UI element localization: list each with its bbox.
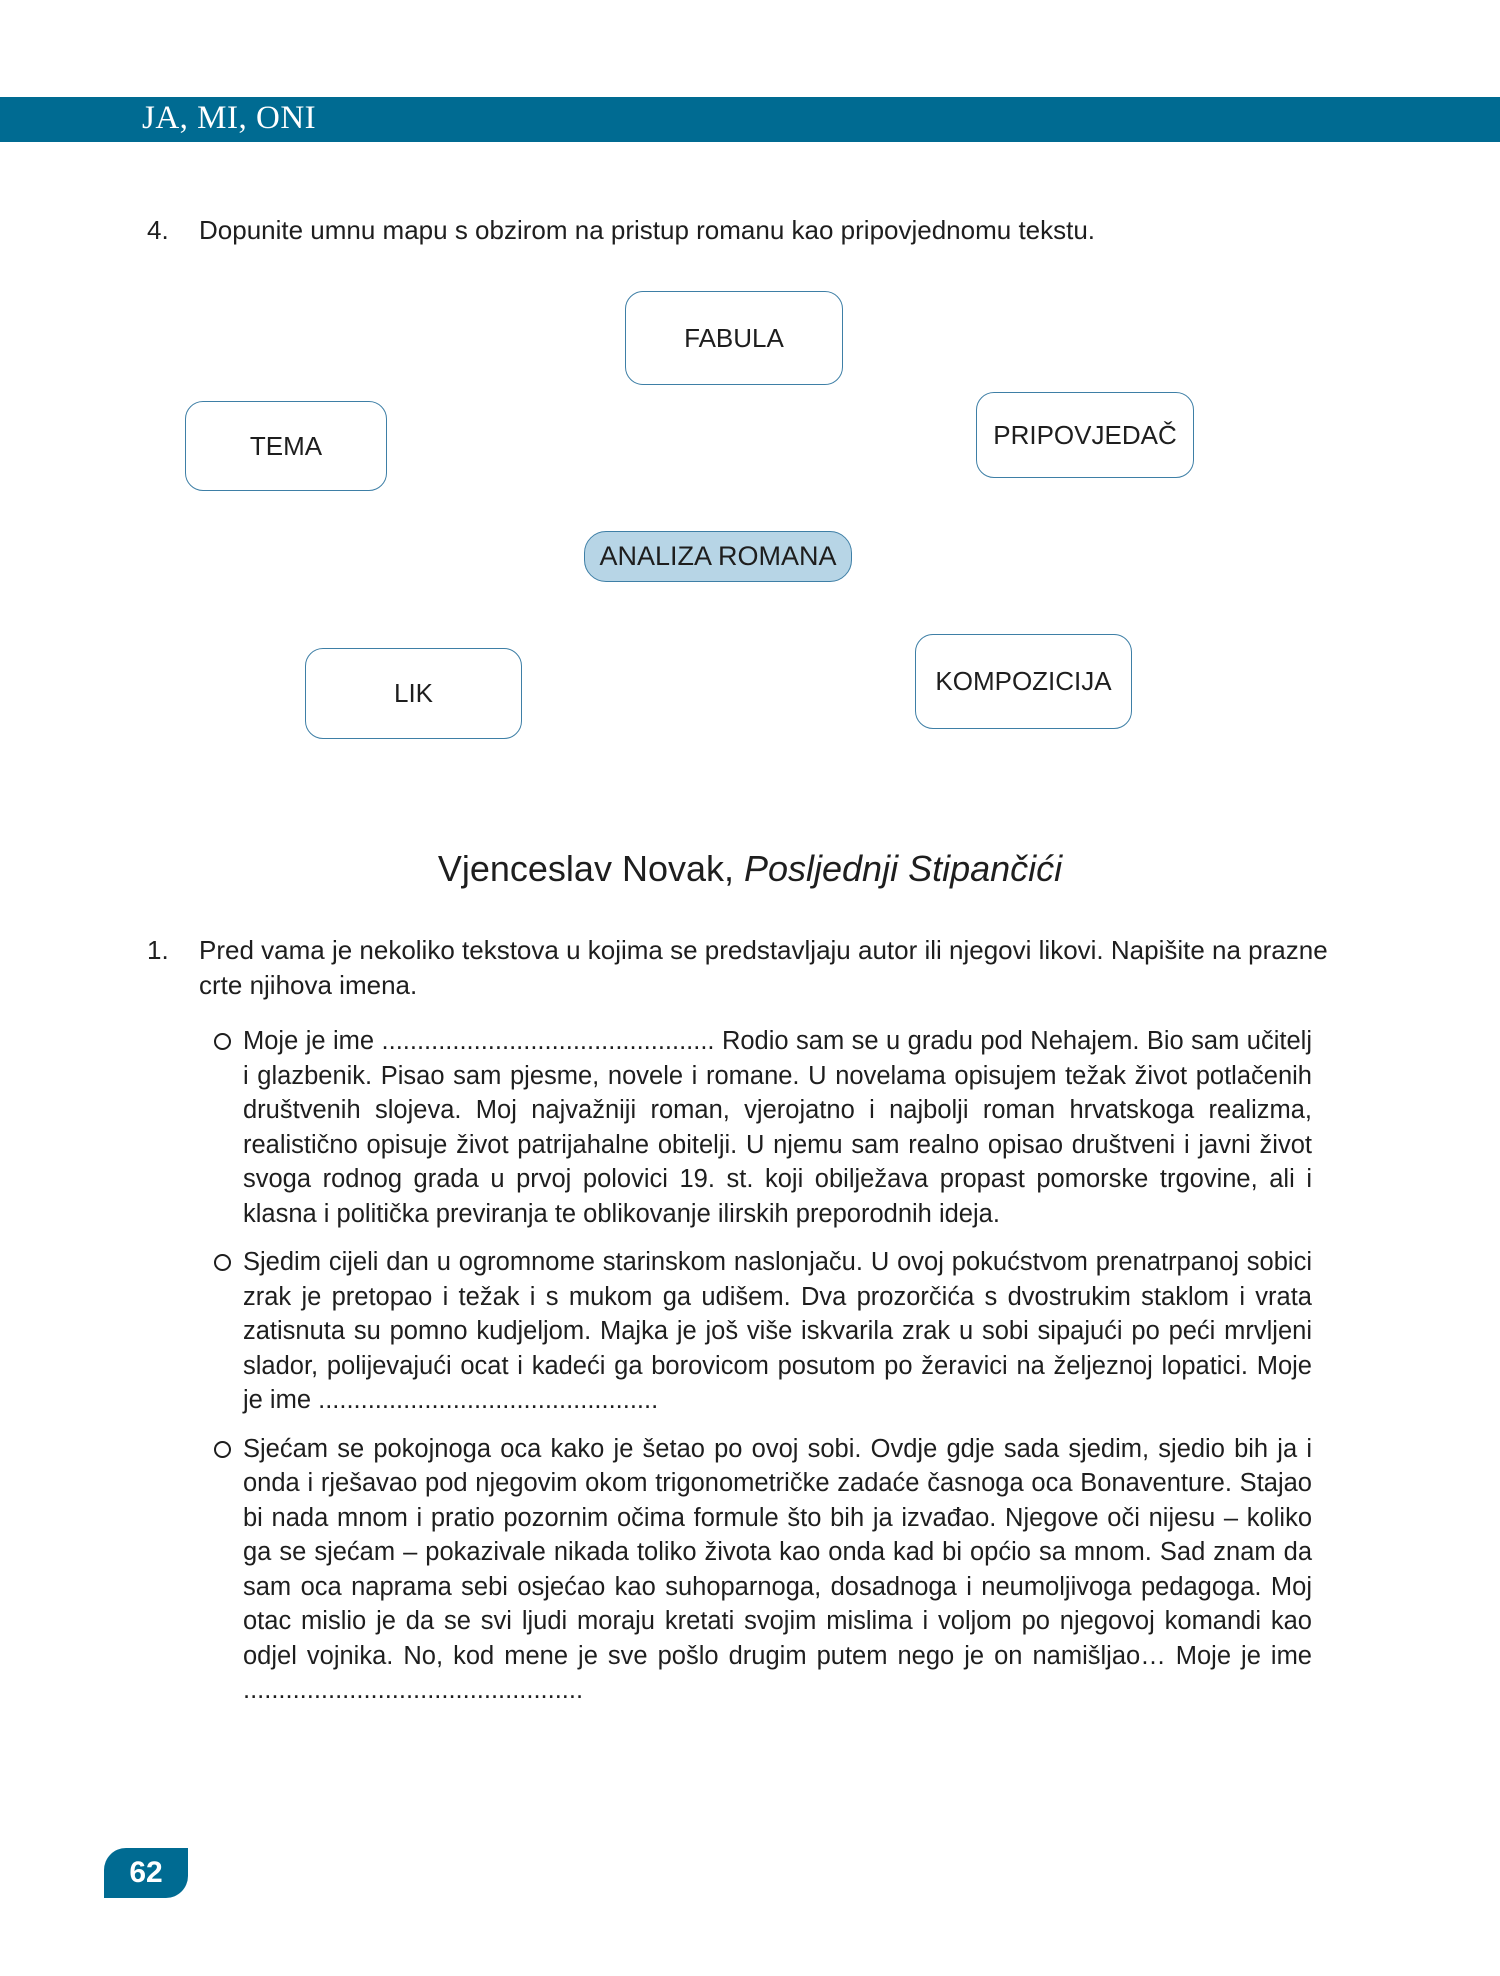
- mind-map-node-tema: TEMA: [185, 401, 387, 491]
- passage-list: [212, 1024, 1312, 1722]
- mind-map-center-node: ANALIZA ROMANA: [584, 531, 852, 582]
- task-number: 1.: [147, 935, 169, 965]
- passage-text: Sjećam se pokojnoga oca kako je šetao po ovoj sobi. Ovdje gdje sada sjedim, sjedio bih ja i onda i rješavao pod njegovim okom trigonometričke zadaće časnoga oca Bonaventure. Stajao bi nada mnom i pratio pozornim očima formule što bih ja izvađao. Njegove oči nijesu – koliko ga se sjećam – pokazivale nikada toliko života kao onda kad bi općio sa mnom. Sad znam da sam oca naprama sebi osjećao kao suhoparnoga, dosadnoga i neumoljivoga pedagoga. Moj otac mislio je da se svi ljudi moraju kretati svojim mislima i voljom po njegovoj komandi kao odjel vojnika. No, kod mene je sve pošlo drugim putem nego je on namišljao… Moje je ime ................................................: [243, 1434, 1312, 1704]
- circle-bullet-icon: [214, 1254, 231, 1271]
- mind-map-node-kompozicija: KOMPOZICIJA: [915, 634, 1132, 729]
- task-number: 4.: [147, 215, 169, 245]
- work-title: Posljednji Stipančići: [743, 848, 1063, 889]
- circle-bullet-icon: [214, 1033, 231, 1050]
- header-bar: [0, 97, 1500, 142]
- passage-item: [212, 1245, 1312, 1418]
- mind-map-node-fabula: FABULA: [625, 291, 843, 385]
- passage-item: [212, 1432, 1312, 1708]
- author-name: Vjenceslav Novak,: [437, 848, 744, 889]
- passage-text: Moje je ime ............................................... Rodio sam se u gradu pod Nehajem. Bio sam učitelj i glazbenik. Pisao sam pjesme, novele i romane. U novelama opisujem težak život potlačenih društvenih slojeva. Moj najvažniji roman, vjerojatno i najbolji roman hrvatskoga realizma, realistično opisuje život patrijahalne obitelji. U njemu sam realno opisao društveni i javni život svoga rodnog grada u prvoj polovici 19. st. koji obilježava propast pomorske trgovine, ali i klasna i politička previranja te oblikovanje ilirskih preporodnih ideja.: [243, 1027, 1312, 1228]
- task-1: [147, 933, 1347, 1013]
- mind-map-node-pripovjedac: PRIPOVJEDAČ: [976, 392, 1194, 478]
- chapter-title: JA, MI, ONI: [142, 100, 317, 136]
- mind-map-node-lik: LIK: [305, 648, 522, 739]
- circle-bullet-icon: [214, 1441, 231, 1458]
- section-heading: [0, 848, 1500, 890]
- task-4: [147, 213, 1347, 253]
- task-text: Dopunite umnu mapu s obzirom na pristup romanu kao pripovjednomu tekstu.: [199, 215, 1096, 245]
- task-text: Pred vama je nekoliko tekstova u kojima se predstavljaju autor ili njegovi likovi. Napišite na prazne crte njihova imena.: [199, 935, 1328, 1000]
- passage-item: [212, 1024, 1312, 1231]
- page-number-badge: 62: [104, 1848, 188, 1898]
- passage-text: Sjedim cijeli dan u ogromnome starinskom naslonjaču. U ovoj pokućstvom prenatrpanoj sobici zrak je pretopao i težak i s mukom ga udišem. Dva prozorčića s dvostrukim staklom i vrata zatisnuta su pomno kudjeljom. Majka je još više iskvarila zrak u sobi sipajući po peći mrvljeni slador, polijevajući ocat i kadeći ga borovicom posutom po žeravici na željeznoj lopatici. Moje je ime ................................................: [243, 1248, 1312, 1414]
